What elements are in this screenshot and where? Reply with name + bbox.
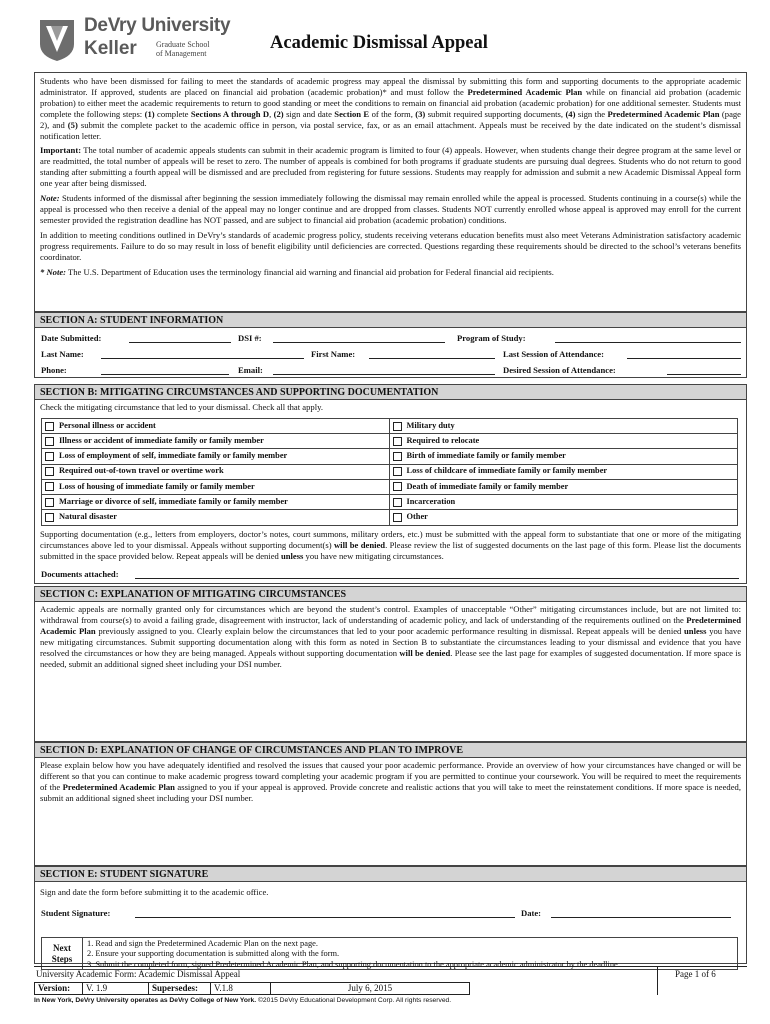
- dsi-field[interactable]: [273, 333, 445, 343]
- date-submitted-field[interactable]: [129, 333, 231, 343]
- next-steps-list: [83, 938, 624, 969]
- checkbox-military-duty[interactable]: Military duty: [390, 419, 738, 433]
- documents-attached-field[interactable]: [135, 569, 739, 579]
- intro-paragraph-veterans: In addition to meeting conditions outlined in DeVry’s standards of academic progress policy, students receiving veterans education benefits must also meet Veterans Administration satisfactory academic progress requirements. Failure to do so may result in loss of benefit eligibility until deficiencies are corrected. Questions regarding these requirements should be directed to the school’s veterans benefits coordinator.: [40, 229, 741, 262]
- checkbox-travel-overtime[interactable]: Required out-of-town travel or overtime work: [42, 465, 390, 479]
- signature-date-field[interactable]: [551, 908, 731, 918]
- documents-attached-label: Documents attached:: [41, 569, 119, 579]
- next-step-item: 3. Submit the completed form, signed Predetermined Academic Plan, and supporting documentation to the appropriate academic administrator by the deadline.: [87, 959, 620, 969]
- email-label: Email:: [238, 365, 263, 375]
- date-submitted-label: Date Submitted:: [41, 333, 102, 343]
- section-c-response-area[interactable]: [39, 687, 742, 739]
- checkbox-row: [42, 419, 737, 434]
- checkbox-icon[interactable]: [45, 498, 54, 507]
- checkbox-row: [42, 434, 737, 449]
- intro-paragraph-important: Important: The total number of academic appeals students can submit in their academic program is limited to four (4) appeals. However, when students change their degree program at the same level or are readmitted, the total number of appeals will be reset to zero. The number of appeals is combined for both programs if graduate students are pursuing dual degrees. Students who do not return to good standing after submitting a fourth appeal will be dismissed and are precluded from registering for future sessions. Students may reapply for admission and submit a new Academic Dismissal Appeal form one year after being dismissed.: [40, 145, 741, 189]
- checkbox-other[interactable]: Other: [390, 510, 738, 525]
- dsi-label: DSI #:: [238, 333, 262, 343]
- section-d: [34, 742, 747, 866]
- checkbox-row: [42, 510, 737, 525]
- program-label: Program of Study:: [457, 333, 526, 343]
- checkbox-icon[interactable]: [393, 498, 402, 507]
- checkbox-birth[interactable]: Birth of immediate family or family member: [390, 449, 738, 463]
- checkbox-row: [42, 480, 737, 495]
- checkbox-incarceration[interactable]: Incarceration: [390, 495, 738, 509]
- supporting-documentation-text: Supporting documentation (e.g., letters from employers, doctor’s notes, court summons, military orders, etc.) must be submitted with the appeal form to substantiate that one or more of the mitigating circumstances above led to your dismissal. Appeals without supporting document(s) will be denied. Please review the list of suggested documents on the last page of this form. Please list the documents submitted in the space provided below. Repeat appeals will be denied unless you have new mitigating circumstances.: [40, 529, 741, 561]
- checkbox-icon[interactable]: [393, 482, 402, 491]
- checkbox-icon[interactable]: [45, 482, 54, 491]
- checkbox-loss-housing[interactable]: Loss of housing of immediate family or family member: [42, 480, 390, 494]
- section-e-title: SECTION E: STUDENT SIGNATURE: [35, 867, 746, 882]
- checkbox-icon[interactable]: [393, 422, 402, 431]
- section-d-title: SECTION D: EXPLANATION OF CHANGE OF CIRCUMSTANCES AND PLAN TO IMPROVE: [35, 743, 746, 758]
- logo-subtitle: Graduate School of Management: [156, 40, 210, 58]
- page-header: [0, 0, 770, 72]
- checkbox-icon[interactable]: [45, 422, 54, 431]
- section-c: [34, 586, 747, 742]
- section-d-response-area[interactable]: [39, 813, 742, 863]
- intro-paragraph-footnote: * Note: The U.S. Department of Education uses the terminology financial aid warning and financial aid probation for Federal financial aid recipients.: [40, 266, 554, 277]
- footer-form-name: University Academic Form: Academic Dismissal Appeal: [36, 969, 241, 979]
- section-a-title: SECTION A: STUDENT INFORMATION: [35, 313, 746, 328]
- intro-paragraph-1: Students who have been dismissed for failing to meet the standards of academic progress may appeal the dismissal by submitting this form and supporting documents to the appropriate academic administrator. If approved, students are placed on financial aid probation (academic probation)* and must follow the Predetermined Academic Plan while on financial aid probation (academic probation) to either meet the academic requirements to return to good standing or meet the conditions to remain on financial aid probation (academic probation) for one additional semester. Students must complete the following steps: (1) complete Sections A through D, (2) sign and date Section E of the form, (3) submit required supporting documents, (4) sign the Predetermined Academic Plan (page 2), and (5) submit the complete packet to the academic office in person, via postal service, fax, or as an email attachment. Appeals must be received by the date indicated on the student’s dismissal notification letter.: [40, 76, 741, 141]
- next-step-item: 2. Ensure your supporting documentation is submitted along with the form.: [87, 949, 340, 959]
- signature-date-label: Date:: [521, 908, 542, 918]
- section-e: [34, 866, 747, 969]
- program-field[interactable]: [555, 333, 741, 343]
- last-name-field[interactable]: [101, 349, 304, 359]
- footer-version-table: [34, 982, 470, 995]
- footer-copyright: In New York, DeVry University operates as DeVry College of New York. ©2015 DeVry Educational Development Corp. All rights reserved.: [34, 997, 452, 1004]
- intro-paragraph-note: Note: Students informed of the dismissal after beginning the session immediately following the dismissal may remain enrolled while the appeal is processed. Students continuing in a course(s) while the appeal is processed who then receive a denial of the appeal may no longer continue and are dropped from classes. Students NOT currently enrolled whose appeal is approved may enroll for the current semester provided the registration deadline has NOT passed, and are subject to financial aid probation (academic probation) conditions.: [40, 193, 741, 225]
- section-a: [34, 312, 747, 378]
- checkbox-icon[interactable]: [393, 452, 402, 461]
- checkbox-relocate[interactable]: Required to relocate: [390, 434, 738, 448]
- checkbox-icon[interactable]: [393, 513, 402, 522]
- section-c-title: SECTION C: EXPLANATION OF MITIGATING CIRCUMSTANCES: [35, 587, 746, 602]
- supersedes-label: Supersedes:: [149, 983, 211, 994]
- section-c-text: Academic appeals are normally granted only for circumstances which are beyond the student’s control. Examples of unacceptable “Other” mitigating circumstances include, but are not limited to: withdrawal from course(s) to avoid a failing grade, disagreement with instructor, lack of understanding of academic policy, and lack of understanding of the requirements outlined on the Predetermined Academic Plan previously assigned to you. Clearly explain below the circumstances that led to your poor academic performance resulting in dismissal. Repeat appeals will be denied unless you have new mitigating circumstances. Submit supporting documentation along with this form as noted in Section B to substantiate the circumstances leading to your dismissal and evidence that you have resolved the circumstances or how they are being managed. Appeals without supporting documentation will be denied. Please see the last page for examples of suggested documentation. If more space is needed, submit an additional signed sheet including your DSI number.: [40, 604, 742, 669]
- section-d-text: Please explain below how you have adequately identified and resolved the issues that caused your poor academic performance. Provide an overview of how your circumstances have changed or will be different so that you can continue to make academic progress toward completing your academic program if you are permitted to continue your coursework. You will be required to meet the requirements of the Predetermined Academic Plan assigned to you if your appeal is approved. Provide concrete and realistic actions that you will take to meet the reinstatement conditions. If more space is needed, submit an additional signed sheet including your DSI number.: [40, 760, 741, 803]
- checkbox-icon[interactable]: [393, 437, 402, 446]
- desired-session-field[interactable]: [667, 365, 741, 375]
- checkbox-natural-disaster[interactable]: Natural disaster: [42, 510, 390, 525]
- checkbox-family-illness[interactable]: Illness or accident of immediate family or family member: [42, 434, 390, 448]
- email-field[interactable]: [273, 365, 495, 375]
- checkbox-icon[interactable]: [45, 513, 54, 522]
- student-signature-field[interactable]: [135, 908, 515, 918]
- section-b-instruction: Check the mitigating circumstance that led to your dismissal. Check all that apply.: [40, 402, 323, 412]
- desired-session-label: Desired Session of Attendance:: [503, 365, 616, 375]
- first-name-label: First Name:: [311, 349, 356, 359]
- checkbox-icon[interactable]: [45, 437, 54, 446]
- version-value: V. 1.9: [83, 983, 149, 994]
- last-session-label: Last Session of Attendance:: [503, 349, 604, 359]
- page-title: Academic Dismissal Appeal: [270, 33, 488, 53]
- checkbox-icon[interactable]: [45, 452, 54, 461]
- section-b: [34, 384, 747, 584]
- supersedes-value: V.1.8: [211, 983, 271, 994]
- checkbox-loss-employment[interactable]: Loss of employment of self, immediate family or family member: [42, 449, 390, 463]
- version-label: Version:: [35, 983, 83, 994]
- circumstance-checkbox-grid: [41, 418, 738, 526]
- checkbox-icon[interactable]: [393, 467, 402, 476]
- footer-page-number: Page 1 of 6: [675, 969, 716, 979]
- footer-divider: [34, 966, 747, 967]
- next-step-item: 1. Read and sign the Predetermined Academic Plan on the next page.: [87, 939, 318, 948]
- first-name-field[interactable]: [369, 349, 495, 359]
- last-session-field[interactable]: [627, 349, 741, 359]
- next-steps-label: Next Steps: [42, 938, 83, 969]
- phone-label: Phone:: [41, 365, 67, 375]
- checkbox-loss-childcare[interactable]: Loss of childcare of immediate family or family member: [390, 465, 738, 479]
- checkbox-icon[interactable]: [45, 467, 54, 476]
- checkbox-row: [42, 449, 737, 464]
- phone-field[interactable]: [101, 365, 229, 375]
- checkbox-row: [42, 495, 737, 510]
- checkbox-personal-illness[interactable]: Personal illness or accident: [42, 419, 390, 433]
- section-e-instruction: Sign and date the form before submitting it to the academic office.: [40, 887, 269, 897]
- section-b-title: SECTION B: MITIGATING CIRCUMSTANCES AND SUPPORTING DOCUMENTATION: [35, 385, 746, 400]
- intro-box: [34, 72, 747, 312]
- checkbox-death[interactable]: Death of immediate family or family member: [390, 480, 738, 494]
- logo-keller-text: Keller: [84, 38, 137, 59]
- devry-shield-icon: [38, 16, 76, 62]
- devry-keller-logo: [38, 14, 238, 66]
- student-signature-label: Student Signature:: [41, 908, 111, 918]
- checkbox-row: [42, 465, 737, 480]
- footer-date: July 6, 2015: [347, 983, 393, 993]
- last-name-label: Last Name:: [41, 349, 84, 359]
- logo-devry-text: DeVry University: [84, 15, 231, 36]
- checkbox-marriage-divorce[interactable]: Marriage or divorce of self, immediate family or family member: [42, 495, 390, 509]
- footer-separator: [657, 967, 658, 995]
